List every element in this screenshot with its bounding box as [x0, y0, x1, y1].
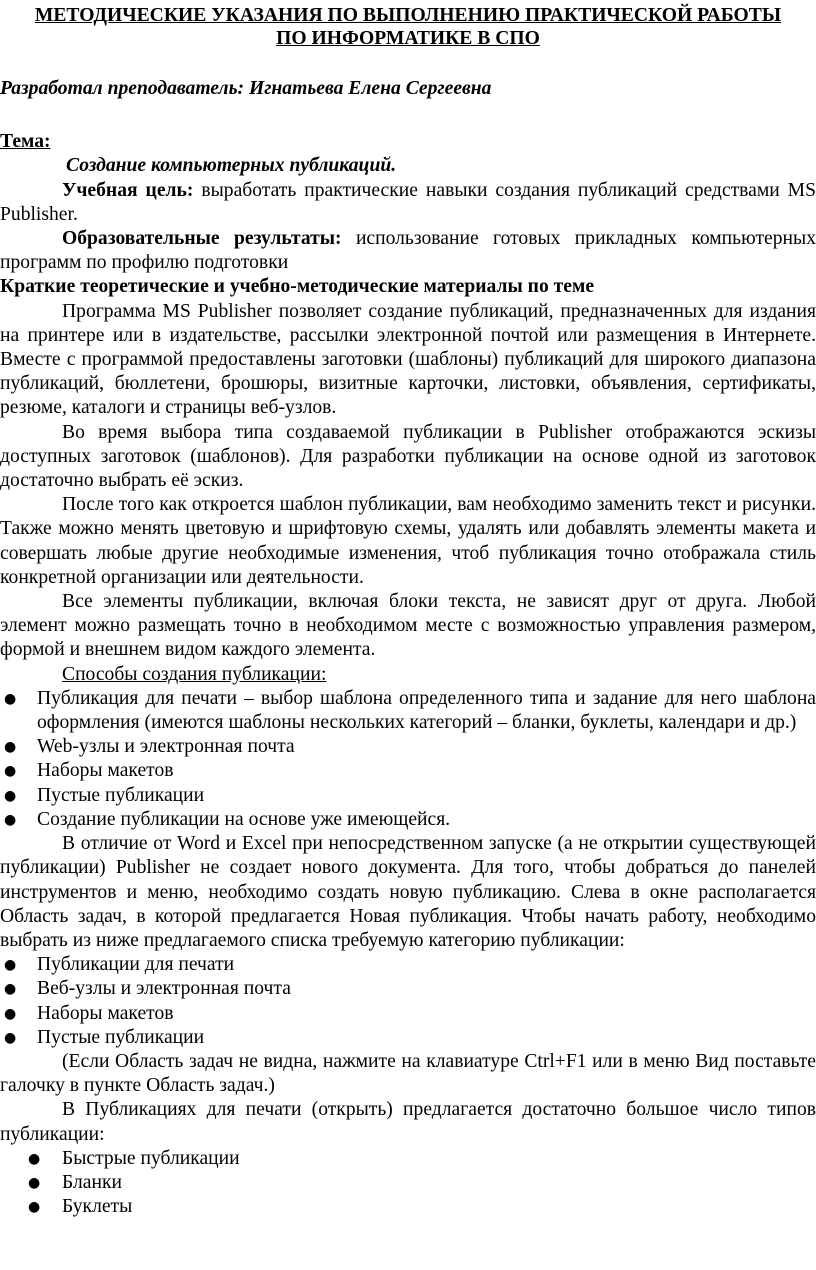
results-label: Образовательные результаты:	[62, 228, 342, 250]
list-item-text: Пустые публикации	[37, 784, 205, 806]
topic-label: Тема:	[0, 131, 51, 153]
section-heading: Краткие теоретические и учебно-методические материалы по теме	[0, 276, 595, 298]
paragraph-1: Программа MS Publisher позволяет создание публикаций, предназначенных для издания на принтере или в издательстве, рассылки электронной почтой или размещения в Интернете. Вместе с программой предоставлены заготовки (шаблоны) публикаций для широкого диапазона публикаций, бюллетени, брошюры, визитные карточки, листовки, объявления, сертификаты, резюме, каталоги и страницы веб-узлов.	[0, 300, 816, 419]
bullet-icon: ●	[4, 690, 17, 707]
bullet-icon: ●	[4, 763, 17, 780]
author-line: Разработал преподаватель: Игнатьева Елена Сергеевна	[0, 78, 492, 99]
bullet-icon: ●	[28, 1199, 41, 1216]
list-item-text: Буклеты	[62, 1196, 133, 1218]
bullet-icon: ●	[4, 811, 17, 828]
results-paragraph	[0, 227, 816, 275]
goal-paragraph	[0, 179, 816, 227]
list-item	[0, 735, 816, 759]
bullet-icon: ●	[28, 1174, 41, 1191]
categories-list	[0, 953, 816, 1050]
list-item-text: Быстрые публикации	[62, 1147, 240, 1169]
list-item	[0, 759, 816, 783]
goal-text: выработать практические навыки создания публикаций средствами MS Publisher.	[0, 179, 816, 225]
topic-name: Создание компьютерных публикаций.	[66, 155, 397, 177]
paragraph-word-excel: В отличие от Word и Excel при непосредственном запуске (а не открытии существующей публикации) Publisher не создает нового документа. Для того, чтобы добраться до панелей инструментов и меню, необходимо создать новую публикацию. Слева в окне располагается Область задач, в которой предлагается Новая публикация. Чтобы начать работу, необходимо выбрать из ниже предлагаемого списка требуемую категорию публикации:	[0, 833, 816, 951]
list-item-text: Web-узлы и электронная почта	[37, 736, 295, 758]
bullet-icon: ●	[28, 1150, 41, 1167]
list-item	[0, 808, 816, 832]
paragraph-2: Во время выбора типа создаваемой публикации в Publisher отображаются эскизы доступных заготовок (шаблонов). Для разработки публикации на основе одной из заготовок достаточно выбрать её эскиз.	[0, 421, 816, 492]
paragraph-print: В Публикациях для печати (открыть) предлагается достаточно большое число типов публикации:	[0, 1099, 816, 1145]
list-item	[0, 1147, 816, 1171]
list-item	[0, 977, 816, 1001]
print-types-list	[0, 1147, 816, 1220]
document-title	[0, 4, 816, 50]
list-item	[0, 1026, 816, 1050]
list-item-text: Веб-узлы и электронная почта	[37, 978, 291, 1000]
bullet-icon: ●	[4, 981, 17, 998]
list-item	[0, 1171, 816, 1195]
list-item-text: Бланки	[62, 1171, 122, 1193]
bullet-icon: ●	[4, 739, 17, 756]
list-item-text: Наборы макетов	[37, 1002, 174, 1024]
list-item	[0, 687, 816, 735]
results-text: использование готовых прикладных компьютерных программ по профилю подготовки	[0, 228, 816, 274]
methods-list	[0, 687, 816, 832]
list-item-text: Создание публикации на основе уже имеющейся.	[37, 808, 451, 830]
bullet-icon: ●	[4, 787, 17, 804]
title-line-2: ПО ИНФОРМАТИКЕ В СПО	[276, 28, 540, 49]
list-item	[0, 1195, 816, 1219]
list-item-text: Публикация для печати – выбор шаблона определенного типа и задание для него шаблона оформления (имеются шаблоны нескольких категорий – бланки, буклеты, календари и др.)	[37, 687, 816, 734]
list-item-text: Пустые публикации	[37, 1026, 205, 1048]
title-line-1: МЕТОДИЧЕСКИЕ УКАЗАНИЯ ПО ВЫПОЛНЕНИЮ ПРАКТИЧЕСКОЙ РАБОТЫ	[34, 5, 782, 26]
list-item-text: Публикации для печати	[37, 954, 235, 976]
methods-heading	[0, 663, 816, 687]
goal-label: Учебная цель:	[62, 179, 194, 201]
list-item-text: Наборы макетов	[37, 760, 174, 782]
bullet-icon: ●	[4, 1005, 17, 1022]
bullet-icon: ●	[4, 1029, 17, 1046]
paragraph-3: После того как откроется шаблон публикации, вам необходимо заменить текст и рисунки. Также можно менять цветовую и шрифтовую схемы, удалять или добавлять элементы макета и совершать любые другие необходимые изменения, чтоб публикация точно отображала стиль конкретной организации или деятельности.	[0, 494, 816, 588]
paragraph-4: Все элементы публикации, включая блоки текста, не зависят друг от друга. Любой элемент можно размещать точно в необходимом месте с возможностью управления размером, формой и внешнем видом каждого элемента.	[0, 591, 816, 661]
list-item	[0, 784, 816, 808]
list-item	[0, 953, 816, 977]
paragraph-ctrl: (Если Область задач не видна, нажмите на клавиатуре Ctrl+F1 или в меню Вид поставьте галочку в пункте Область задач.)	[0, 1050, 816, 1097]
methods-heading-text: Способы создания публикации:	[62, 663, 327, 685]
list-item	[0, 1002, 816, 1026]
bullet-icon: ●	[4, 957, 17, 974]
